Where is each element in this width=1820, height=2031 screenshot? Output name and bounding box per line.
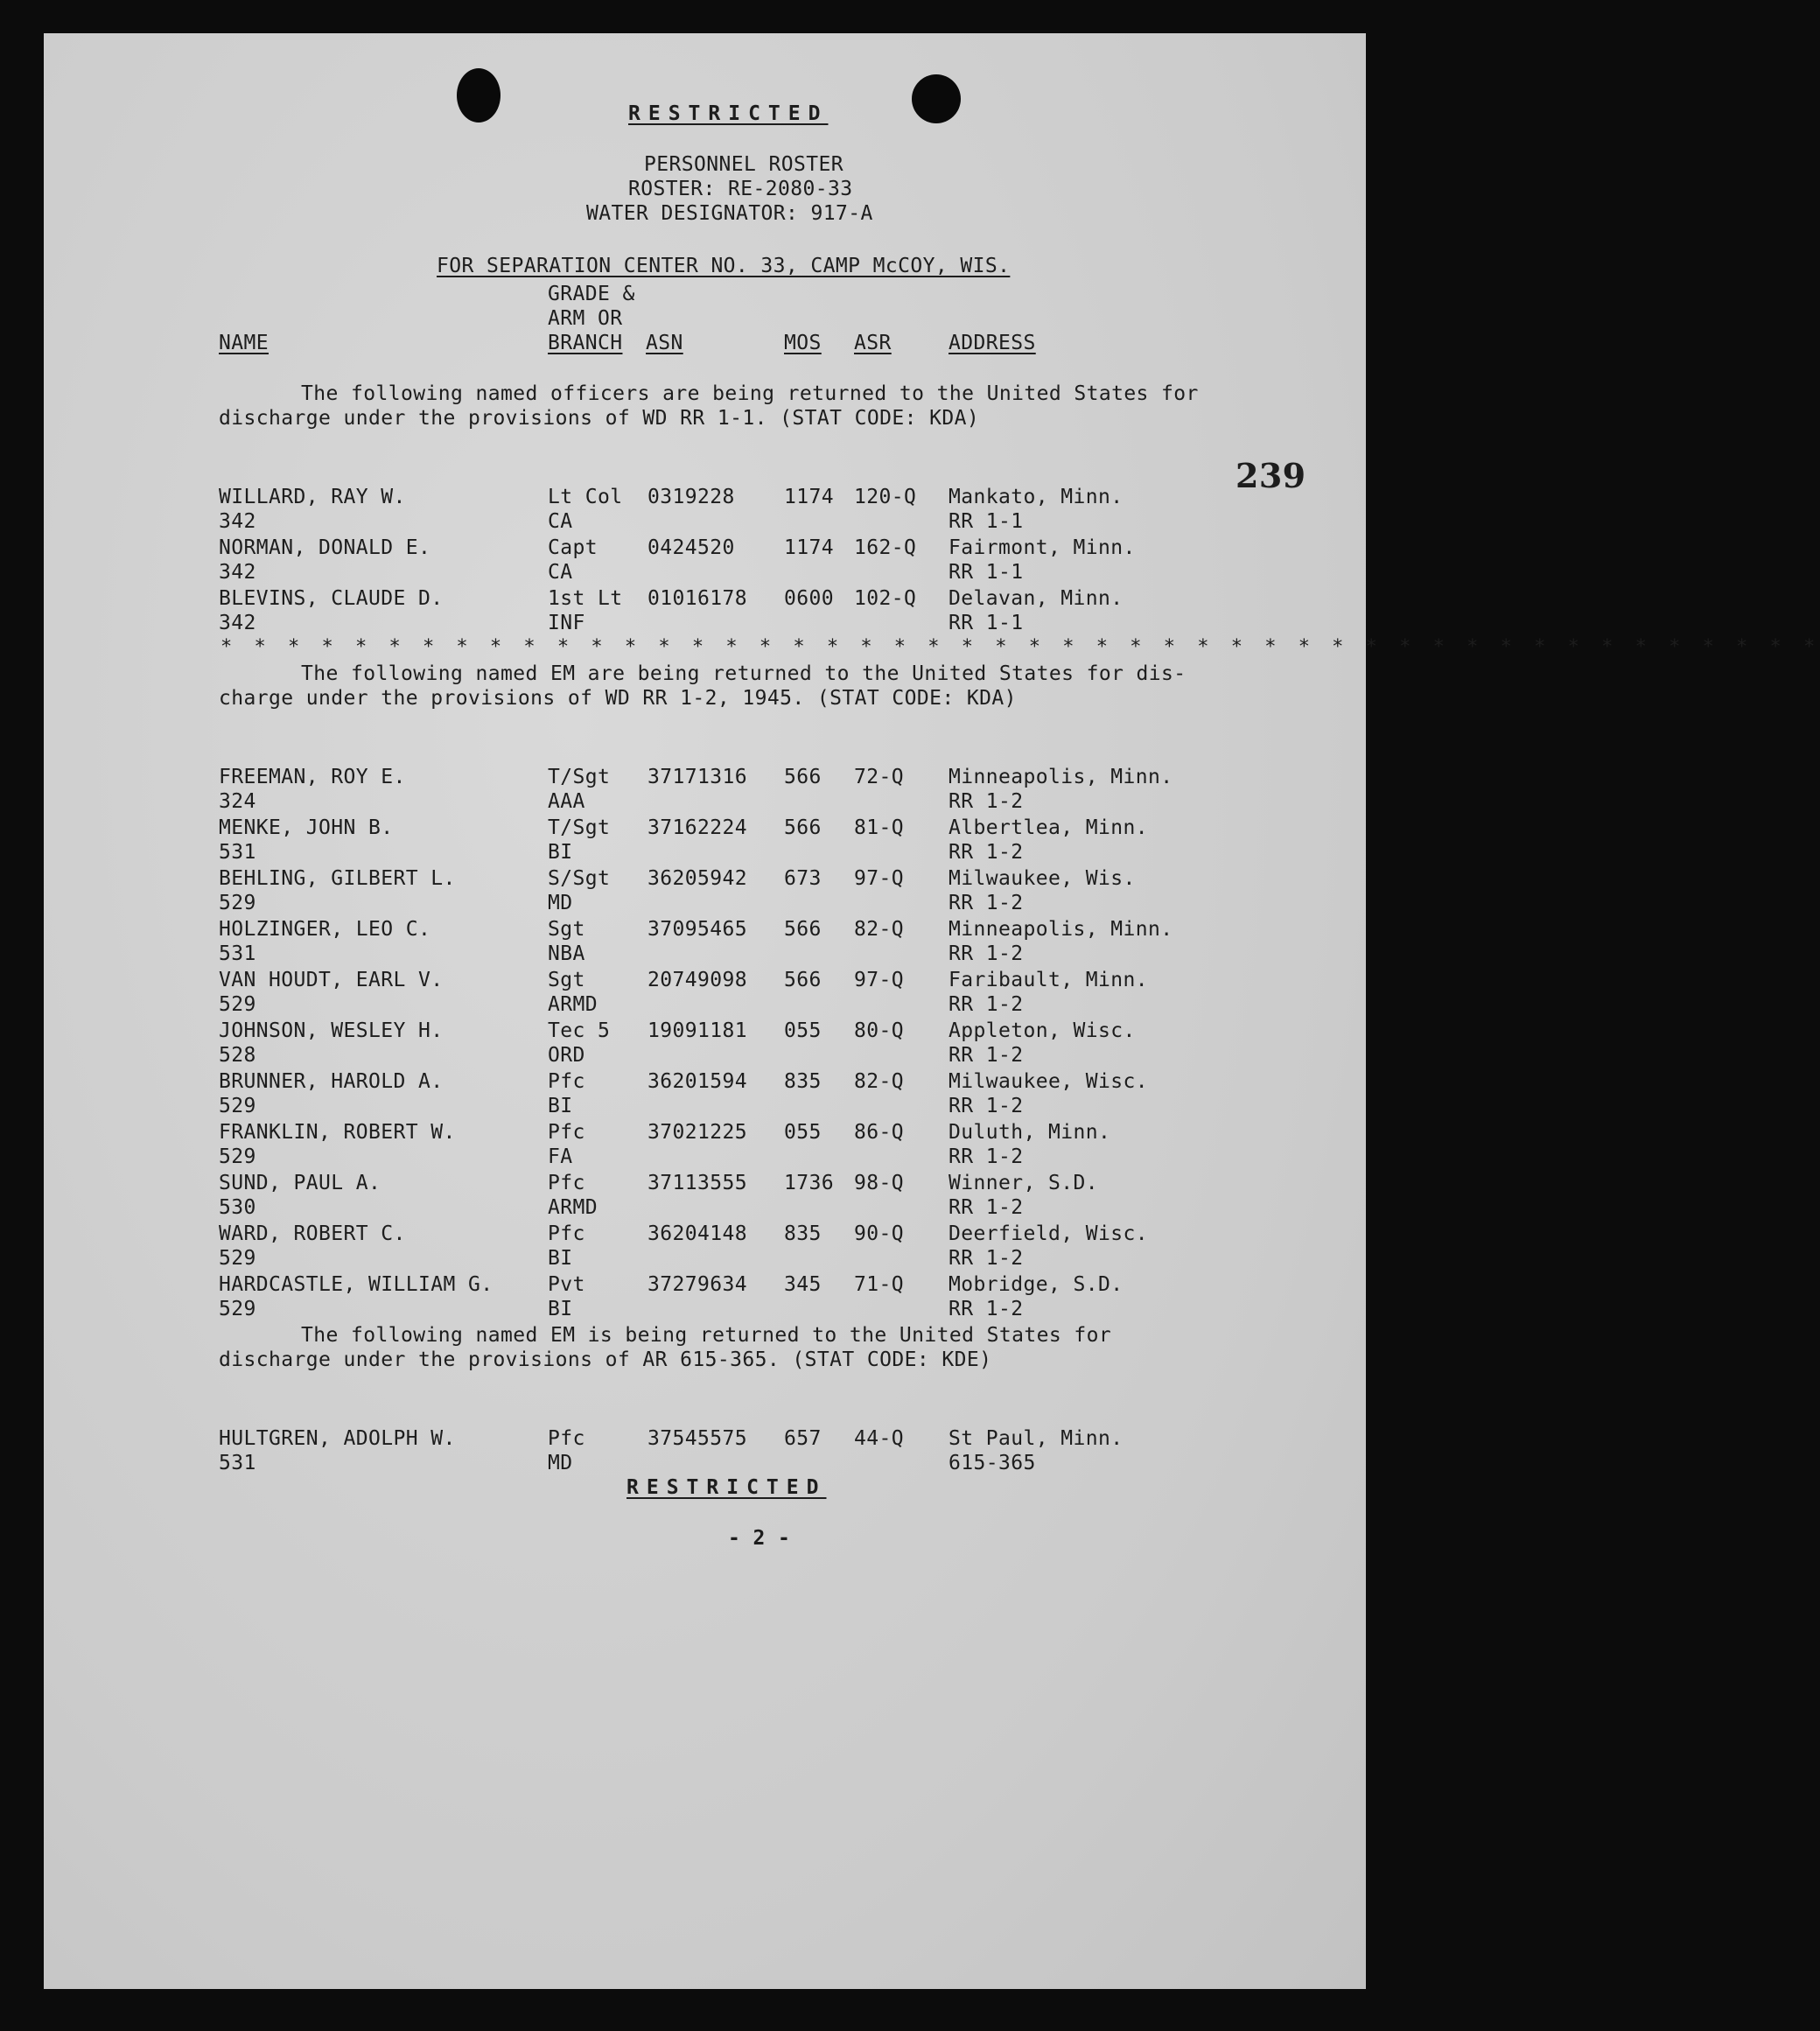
roster-address: Appleton, Wisc. (948, 1019, 1136, 1042)
roster-code: 529 (219, 1095, 256, 1117)
page-stamp-number: 239 (1236, 456, 1306, 495)
roster-branch: BI (548, 1298, 573, 1320)
document-title: PERSONNEL ROSTER (644, 153, 844, 176)
roster-name: NORMAN, DONALD E. (219, 536, 431, 559)
roster-name: BEHLING, GILBERT L. (219, 867, 456, 890)
roster-mos: 055 (784, 1121, 822, 1144)
roster-asn: 20749098 (648, 969, 747, 991)
roster-authority: RR 1-2 (948, 1196, 1024, 1219)
roster-branch: MD (548, 892, 573, 914)
roster-branch: ARMD (548, 1196, 598, 1219)
column-header-asn: ASN (646, 332, 683, 354)
roster-asr: 81-Q (854, 816, 904, 839)
roster-grade: Sgt (548, 918, 585, 941)
roster-name: SUND, PAUL A. (219, 1172, 382, 1194)
roster-mos: 673 (784, 867, 822, 890)
roster-branch: INF (548, 612, 585, 634)
roster-asn: 37545575 (648, 1427, 747, 1450)
roster-code: 530 (219, 1196, 256, 1219)
roster-grade: Tec 5 (548, 1019, 611, 1042)
roster-grade: Pvt (548, 1273, 585, 1296)
roster-name: WARD, ROBERT C. (219, 1222, 406, 1245)
roster-grade: Pfc (548, 1222, 585, 1245)
roster-code: 531 (219, 942, 256, 965)
punch-hole (457, 68, 500, 123)
roster-authority: RR 1-1 (948, 612, 1024, 634)
roster-grade: T/Sgt (548, 766, 611, 788)
roster-asr: 162-Q (854, 536, 917, 559)
roster-grade: Sgt (548, 969, 585, 991)
roster-mos: 835 (784, 1070, 822, 1093)
roster-name: HOLZINGER, LEO C. (219, 918, 431, 941)
roster-asn: 0424520 (648, 536, 735, 559)
roster-asn: 19091181 (648, 1019, 747, 1042)
roster-grade: Capt (548, 536, 598, 559)
roster-mos: 657 (784, 1427, 822, 1450)
roster-asn: 36204148 (648, 1222, 747, 1245)
roster-name: MENKE, JOHN B. (219, 816, 394, 839)
roster-grade: Pfc (548, 1172, 585, 1194)
roster-name: JOHNSON, WESLEY H. (219, 1019, 444, 1042)
roster-grade: T/Sgt (548, 816, 611, 839)
em-intro: charge under the provisions of WD RR 1-2, 1945. (STAT CODE: KDA) (219, 687, 1017, 710)
roster-address: Winner, S.D. (948, 1172, 1098, 1194)
roster-authority: RR 1-2 (948, 892, 1024, 914)
roster-code: 342 (219, 612, 256, 634)
roster-asr: 102-Q (854, 587, 917, 610)
roster-code: 529 (219, 1145, 256, 1168)
column-header-branch: BRANCH (548, 332, 623, 354)
roster-asr: 82-Q (854, 1070, 904, 1093)
roster-asr: 71-Q (854, 1273, 904, 1296)
roster-address: Milwaukee, Wis. (948, 867, 1136, 890)
column-header-name: NAME (219, 332, 269, 354)
roster-asn: 37171316 (648, 766, 747, 788)
roster-address: Faribault, Minn. (948, 969, 1148, 991)
roster-grade: 1st Lt (548, 587, 623, 610)
roster-asr: 86-Q (854, 1121, 904, 1144)
roster-name: FRANKLIN, ROBERT W. (219, 1121, 456, 1144)
roster-code: 528 (219, 1044, 256, 1067)
restricted-header: RESTRICTED (628, 102, 829, 125)
roster-authority: RR 1-2 (948, 1145, 1024, 1168)
roster-name: FREEMAN, ROY E. (219, 766, 406, 788)
roster-asr: 97-Q (854, 867, 904, 890)
roster-asn: 37021225 (648, 1121, 747, 1144)
column-header-asr: ASR (854, 332, 892, 354)
column-header-arm: ARM OR (548, 307, 623, 330)
roster-mos: 0600 (784, 587, 834, 610)
roster-address: Fairmont, Minn. (948, 536, 1136, 559)
em-intro: The following named EM are being returned to the United States for dis- (301, 662, 1186, 685)
roster-code: 529 (219, 1247, 256, 1270)
roster-mos: 1736 (784, 1172, 834, 1194)
kde-intro: The following named EM is being returned to the United States for (301, 1324, 1112, 1347)
roster-branch: BI (548, 841, 573, 864)
roster-authority: RR 1-2 (948, 942, 1024, 965)
roster-branch: NBA (548, 942, 585, 965)
roster-asn: 37162224 (648, 816, 747, 839)
roster-authority: 615-365 (948, 1452, 1036, 1474)
roster-address: Delavan, Minn. (948, 587, 1124, 610)
roster-number: ROSTER: RE-2080-33 (628, 178, 853, 200)
roster-authority: RR 1-2 (948, 1044, 1024, 1067)
restricted-footer: RESTRICTED (626, 1476, 827, 1499)
roster-branch: MD (548, 1452, 573, 1474)
roster-authority: RR 1-1 (948, 510, 1024, 533)
roster-code: 529 (219, 1298, 256, 1320)
column-header-grade: GRADE & (548, 283, 635, 305)
roster-asn: 36205942 (648, 867, 747, 890)
roster-mos: 566 (784, 918, 822, 941)
roster-address: Albertlea, Minn. (948, 816, 1148, 839)
roster-grade: Lt Col (548, 486, 623, 508)
punch-hole (912, 74, 961, 123)
roster-code: 529 (219, 892, 256, 914)
roster-asr: 80-Q (854, 1019, 904, 1042)
roster-branch: ARMD (548, 993, 598, 1016)
roster-asn: 37279634 (648, 1273, 747, 1296)
roster-name: WILLARD, RAY W. (219, 486, 406, 508)
roster-name: VAN HOUDT, EARL V. (219, 969, 444, 991)
roster-asr: 90-Q (854, 1222, 904, 1245)
officers-intro: The following named officers are being returned to the United States for (301, 382, 1199, 405)
roster-mos: 566 (784, 969, 822, 991)
section-divider: * * * * * * * * * * * * * * * * * * * * * * * * * * * * * * * * * * * * * * * * * * * * * * * * (220, 636, 1820, 658)
officers-intro: discharge under the provisions of WD RR 1-1. (STAT CODE: KDA) (219, 407, 980, 430)
roster-branch: BI (548, 1247, 573, 1270)
roster-grade: Pfc (548, 1427, 585, 1450)
roster-code: 324 (219, 790, 256, 813)
roster-asn: 36201594 (648, 1070, 747, 1093)
roster-asn: 37095465 (648, 918, 747, 941)
roster-mos: 345 (784, 1273, 822, 1296)
roster-asr: 72-Q (854, 766, 904, 788)
roster-asn: 0319228 (648, 486, 735, 508)
roster-authority: RR 1-2 (948, 993, 1024, 1016)
roster-grade: Pfc (548, 1070, 585, 1093)
roster-address: St Paul, Minn. (948, 1427, 1124, 1450)
roster-asr: 98-Q (854, 1172, 904, 1194)
document-page (44, 33, 1820, 1989)
roster-asr: 120-Q (854, 486, 917, 508)
column-header-address: ADDRESS (948, 332, 1036, 354)
roster-authority: RR 1-2 (948, 1298, 1024, 1320)
roster-code: 529 (219, 993, 256, 1016)
roster-code: 531 (219, 1452, 256, 1474)
roster-branch: BI (548, 1095, 573, 1117)
roster-address: Duluth, Minn. (948, 1121, 1111, 1144)
roster-name: BLEVINS, CLAUDE D. (219, 587, 444, 610)
roster-address: Mobridge, S.D. (948, 1273, 1124, 1296)
roster-address: Minneapolis, Minn. (948, 918, 1173, 941)
kde-intro: discharge under the provisions of AR 615-365. (STAT CODE: KDE) (219, 1348, 992, 1371)
roster-mos: 566 (784, 816, 822, 839)
roster-code: 531 (219, 841, 256, 864)
roster-name: HARDCASTLE, WILLIAM G. (219, 1273, 494, 1296)
roster-authority: RR 1-2 (948, 1095, 1024, 1117)
roster-code: 342 (219, 510, 256, 533)
water-designator: WATER DESIGNATOR: 917-A (586, 202, 873, 225)
roster-branch: ORD (548, 1044, 585, 1067)
roster-branch: CA (548, 561, 573, 584)
roster-authority: RR 1-2 (948, 790, 1024, 813)
roster-mos: 835 (784, 1222, 822, 1245)
roster-address: Minneapolis, Minn. (948, 766, 1173, 788)
roster-asr: 82-Q (854, 918, 904, 941)
roster-asn: 01016178 (648, 587, 747, 610)
roster-grade: S/Sgt (548, 867, 611, 890)
roster-asn: 37113555 (648, 1172, 747, 1194)
roster-branch: AAA (548, 790, 585, 813)
column-header-mos: MOS (784, 332, 822, 354)
roster-asr: 44-Q (854, 1427, 904, 1450)
roster-address: Deerfield, Wisc. (948, 1222, 1148, 1245)
roster-branch: CA (548, 510, 573, 533)
roster-authority: RR 1-1 (948, 561, 1024, 584)
roster-name: HULTGREN, ADOLPH W. (219, 1427, 456, 1450)
roster-grade: Pfc (548, 1121, 585, 1144)
roster-code: 342 (219, 561, 256, 584)
roster-mos: 1174 (784, 536, 834, 559)
roster-mos: 1174 (784, 486, 834, 508)
roster-address: Mankato, Minn. (948, 486, 1124, 508)
roster-name: BRUNNER, HAROLD A. (219, 1070, 444, 1093)
roster-authority: RR 1-2 (948, 841, 1024, 864)
roster-asr: 97-Q (854, 969, 904, 991)
roster-address: Milwaukee, Wisc. (948, 1070, 1148, 1093)
page-number: - 2 - (728, 1527, 791, 1550)
roster-mos: 566 (784, 766, 822, 788)
roster-branch: FA (548, 1145, 573, 1168)
roster-authority: RR 1-2 (948, 1247, 1024, 1270)
separation-center-heading: FOR SEPARATION CENTER NO. 33, CAMP McCOY, WIS. (437, 255, 1011, 277)
roster-mos: 055 (784, 1019, 822, 1042)
